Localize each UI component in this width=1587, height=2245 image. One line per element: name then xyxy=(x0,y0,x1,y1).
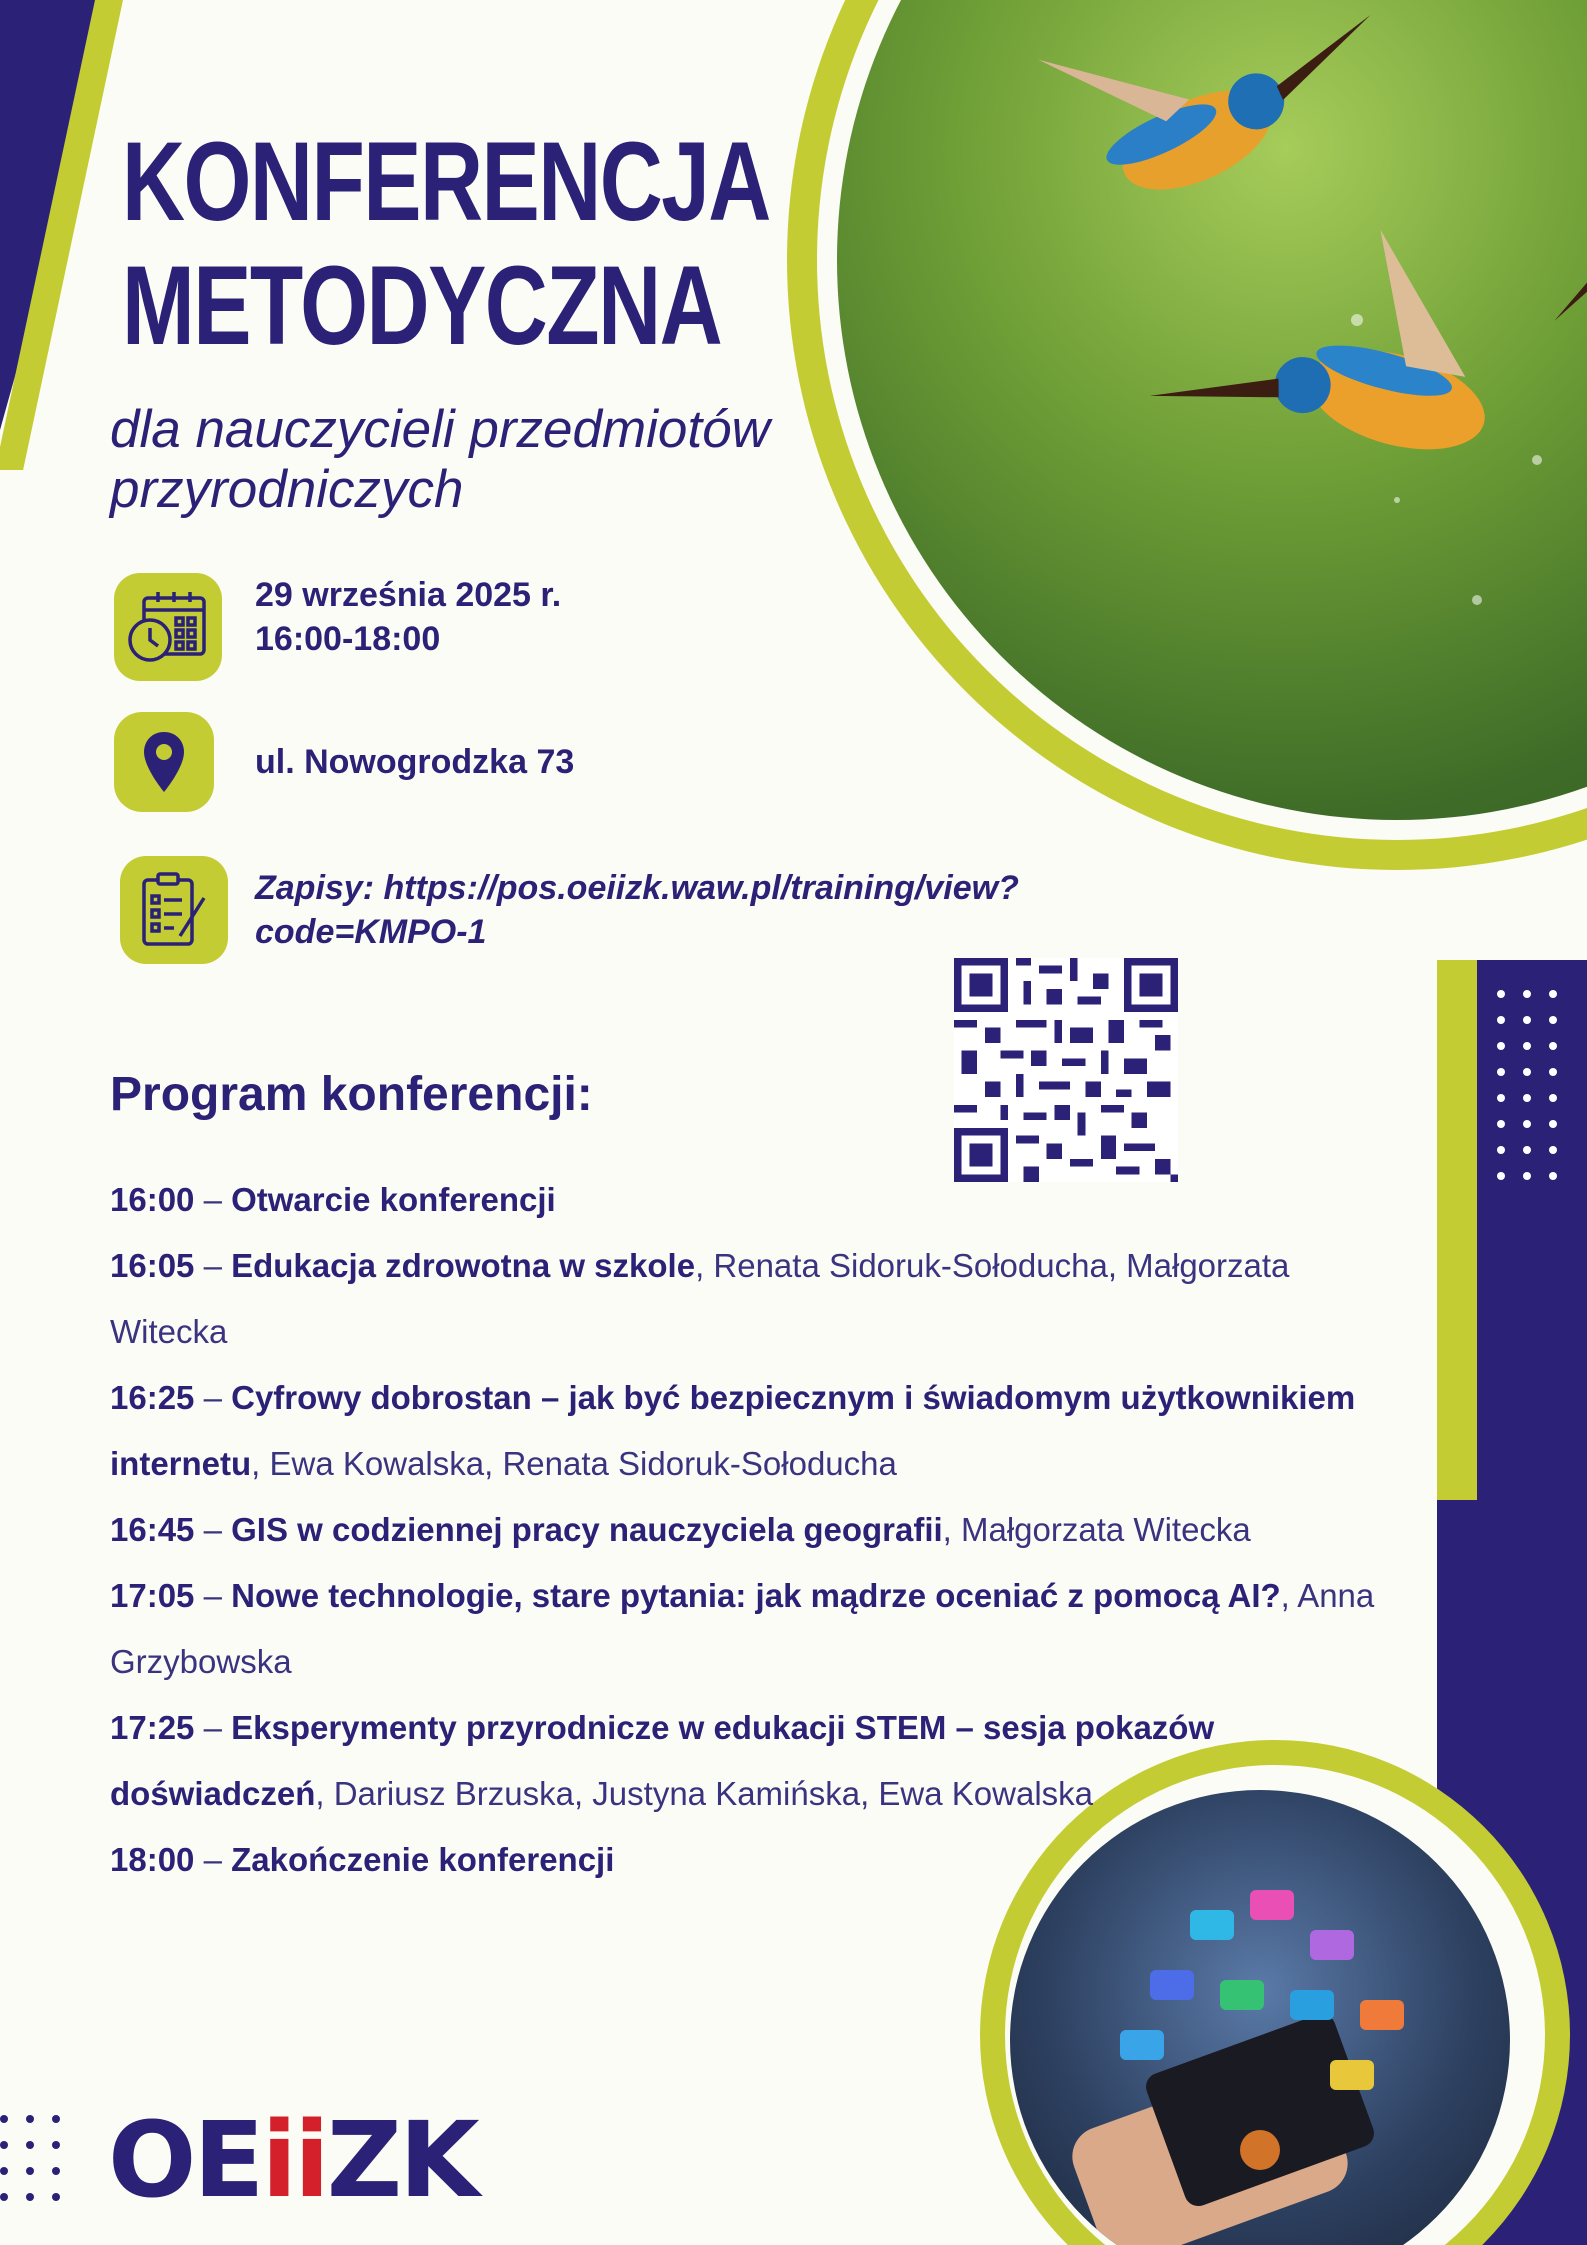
title-line-2: METODYCZNA xyxy=(122,243,722,368)
program-list xyxy=(110,1167,1410,1893)
program-item-speakers: , Anna Grzybowska xyxy=(110,1577,1375,1680)
program-item-speakers: , Dariusz Brzuska, Justyna Kamińska, Ewa Kowalska xyxy=(315,1775,1094,1812)
program-item-topic: GIS w codziennej pracy nauczyciela geografii xyxy=(231,1511,943,1548)
program-item-time: 16:45 xyxy=(110,1511,195,1548)
program-item-speakers: , Renata Sidoruk-Sołoducha, Małgorzata Witecka xyxy=(110,1247,1290,1350)
program-item-time: 16:00 xyxy=(110,1181,195,1218)
program-item-topic: Cyfrowy dobrostan – jak być bezpiecznym i świadomym użytkownikiem internetu xyxy=(110,1379,1356,1482)
program-item: 18:00 – Zakończenie konferencji xyxy=(110,1841,615,1878)
program-item-time: 16:05 xyxy=(110,1247,195,1284)
program-heading: Program konferencji: xyxy=(110,1068,593,1121)
clipboard-form-icon xyxy=(120,856,228,964)
program-item-topic: Otwarcie konferencji xyxy=(231,1181,556,1218)
registration-label: Zapisy xyxy=(255,869,363,907)
event-date: 29 września 2025 r. xyxy=(255,576,562,614)
event-address: ul. Nowogrodzka 73 xyxy=(255,743,575,781)
decorative-dots-left xyxy=(0,2115,60,2201)
logo-letters: ZK xyxy=(326,2099,477,2221)
logo-letters: E xyxy=(193,2099,262,2221)
program-item: 16:00 – Otwarcie konferencji xyxy=(110,1181,556,1218)
program-item: 16:05 – Edukacja zdrowotna w szkole, Renata Sidoruk-Sołoducha, Małgorzata Witecka xyxy=(110,1247,1290,1350)
event-datetime xyxy=(255,573,561,661)
program-item-speakers: , Ewa Kowalska, Renata Sidoruk-Sołoducha xyxy=(251,1445,897,1482)
calendar-clock-icon xyxy=(114,573,222,681)
program-item-time: 17:25 xyxy=(110,1709,195,1746)
program-item: 17:25 – Eksperymenty przyrodnicze w edukacji STEM – sesja pokazów doświadczeń, Dariusz Brzuska, Justyna Kamińska, Ewa Kowalska xyxy=(110,1709,1215,1812)
program-item: 17:05 – Nowe technologie, stare pytania: jak mądrze oceniać z pomocą AI?, Anna Grzybowska xyxy=(110,1577,1375,1680)
logo-letters: ii xyxy=(261,2099,327,2221)
oeiizk-logo xyxy=(108,2099,477,2221)
map-pin-icon xyxy=(114,712,214,812)
registration-url-line-1[interactable]: : https://pos.oeiizk.waw.pl/training/view? xyxy=(362,869,1019,907)
program-item-topic: Edukacja zdrowotna w szkole xyxy=(231,1247,696,1284)
program-item: 16:45 – GIS w codziennej pracy nauczyciela geografii, Małgorzata Witecka xyxy=(110,1511,1251,1548)
program-item-time: 18:00 xyxy=(110,1841,195,1878)
registration-url-line-2[interactable]: code=KMPO-1 xyxy=(255,913,487,951)
program-item-time: 17:05 xyxy=(110,1577,195,1614)
logo-letters: O xyxy=(108,2099,194,2221)
program-item-speakers: , Małgorzata Witecka xyxy=(942,1511,1251,1548)
registration-info xyxy=(255,866,1019,954)
registration-qr-code[interactable] xyxy=(954,958,1178,1182)
qr-code-icon xyxy=(954,958,1178,1182)
event-time: 16:00-18:00 xyxy=(255,620,441,658)
conference-title xyxy=(122,120,770,368)
program-item-topic: Nowe technologie, stare pytania: jak mądrze oceniać z pomocą AI? xyxy=(231,1577,1281,1614)
kingfishers-photo xyxy=(837,0,1587,820)
decorative-dots-right xyxy=(1497,990,1557,1180)
program-item-topic: Eksperymenty przyrodnicze w edukacji STEM – sesja pokazów doświadczeń xyxy=(110,1709,1215,1812)
program-item: 16:25 – Cyfrowy dobrostan – jak być bezpiecznym i świadomym użytkownikiem internetu, Ewa Kowalska, Renata Sidoruk-Sołoducha xyxy=(110,1379,1356,1482)
title-line-1: KONFERENCJA xyxy=(122,119,770,244)
program-item-time: 16:25 xyxy=(110,1379,195,1416)
kingfishers-illustration xyxy=(837,0,1587,820)
subtitle: dla nauczycieli przedmiotów przyrodniczych xyxy=(110,400,770,519)
program-item-topic: Zakończenie konferencji xyxy=(231,1841,615,1878)
